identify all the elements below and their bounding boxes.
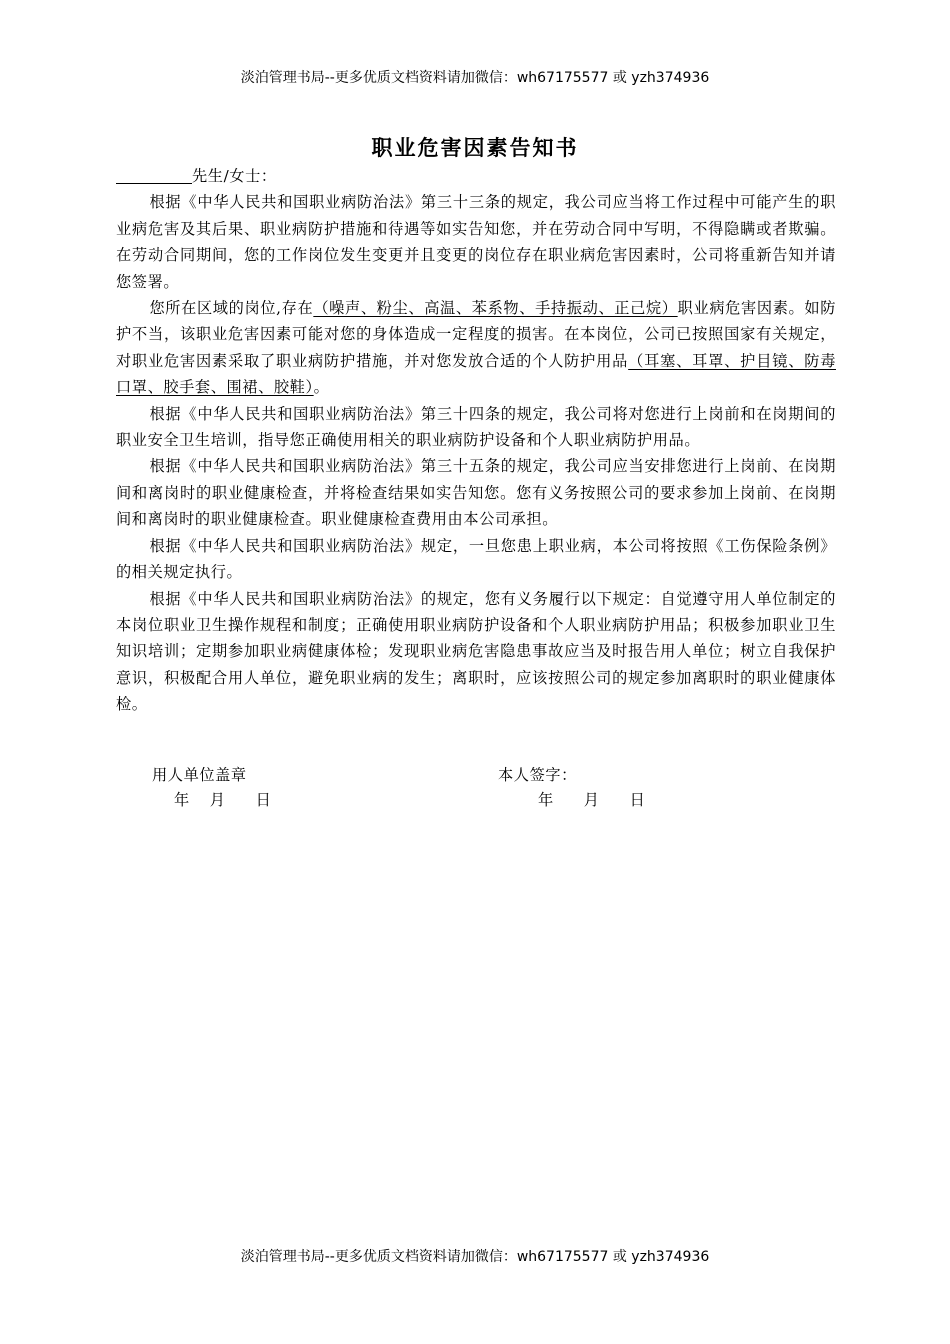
employer-year: 年 <box>174 791 190 809</box>
paragraph-1: 根据《中华人民共和国职业病防治法》第三十三条的规定，我公司应当将工作过程中可能产生的职业病危害及其后果、职业病防护措施和待遇等如实告知您，并在劳动合同中写明，不得隐瞒或者欺骗。在劳动合同期间，您的工作岗位发生变更并且变更的岗位存在职业病危害因素时，公司将重新告知并请您签署。 <box>116 193 836 291</box>
paragraph-5: 根据《中华人民共和国职业病防治法》规定，一旦您患上职业病，本公司将按照《工伤保险条例》的相关规定执行。 <box>116 536 836 582</box>
page-footer: 淡泊管理书局--更多优质文档资料请加微信：wh67175577 或 yzh374936 <box>240 1249 710 1265</box>
paragraph-2-text-a: 您所在区域的岗位,存在 <box>149 299 314 318</box>
paragraph-2-text-c: 。 <box>313 378 330 397</box>
salutation-text: 先生/女士： <box>192 167 277 185</box>
employee-month: 月 <box>583 791 600 809</box>
employer-seal-label: 用人单位盖章 <box>152 766 247 784</box>
hazard-list: （噪声、粉尘、高温、苯系物、手持振动、正己烷） <box>313 299 678 318</box>
employee-year: 年 <box>538 791 554 809</box>
paragraph-6: 根据《中华人民共和国职业病防治法》的规定，您有义务履行以下规定：自觉遵守用人单位制定的本岗位职业卫生操作规程和制度；正确使用职业病防护设备和个人职业病防护用品；积极参加职业卫生知识培训；定期参加职业病健康体检；发现职业病危害隐患事故应当及时报告用人单位；树立自我保护意识，积极配合用人单位，避免职业病的发生；离职时，应该按照公司的规定参加离职时的职业健康体检。 <box>116 589 836 714</box>
employer-date <box>174 789 271 810</box>
employee-date <box>538 789 645 810</box>
employer-month: 月 <box>209 791 226 809</box>
paragraph-2 <box>116 295 836 401</box>
document-title: 职业危害因素告知书 <box>371 136 579 160</box>
page-header: 淡泊管理书局--更多优质文档资料请加微信：wh67175577 或 yzh374936 <box>240 70 710 86</box>
employee-day: 日 <box>629 791 646 809</box>
paragraph-2-text-b: 职业病危害因素。如防护不当，该职业危害因素可能对您的身体造成一定程度的损害。在本岗位，公司已按照国家有关规定，对职业危害因素采取了职业病防护措施，并对您发放合适的个人防护用品 <box>116 299 837 370</box>
ppe-list: （耳塞、耳罩、护目镜、防毒口罩、胶手套、围裙、胶鞋） <box>116 351 836 397</box>
employer-day: 日 <box>255 791 272 809</box>
salutation-line <box>116 163 836 189</box>
document-body <box>116 163 836 718</box>
paragraph-3: 根据《中华人民共和国职业病防治法》第三十四条的规定，我公司将对您进行上岗前和在岗期间的职业安全卫生培训，指导您正确使用相关的职业病防护设备和个人职业病防护用品。 <box>116 404 836 450</box>
employee-signature-label: 本人签字： <box>498 766 577 784</box>
paragraph-4: 根据《中华人民共和国职业病防治法》第三十五条的规定，我公司应当安排您进行上岗前、在岗期间和离岗时的职业健康检查，并将检查结果如实告知您。您有义务按照公司的要求参加上岗前、在岗期间和离岗时的职业健康检查。职业健康检查费用由本公司承担。 <box>116 457 836 529</box>
name-blank <box>116 165 192 184</box>
